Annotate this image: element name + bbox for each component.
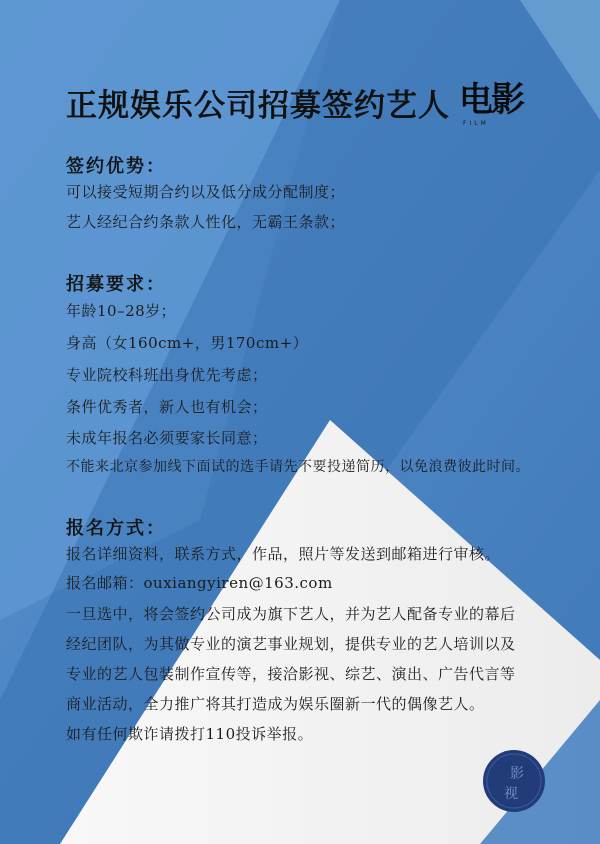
requirement-line: 未成年报名必须要家长同意；	[66, 429, 268, 447]
logo-text: 电影	[459, 80, 523, 120]
signup-line: 报名详细资料，联系方式，作品，照片等发送到邮箱进行审核。	[66, 545, 501, 563]
section-heading-advantages: 签约优势：	[66, 156, 166, 177]
poster-title: 正规娱乐公司招募签约艺人	[66, 88, 450, 124]
seal-char: 视	[504, 786, 518, 802]
film-logo	[459, 80, 551, 132]
signup-line: 经纪团队，为其做专业的演艺事业规划，提供专业的艺人培训以及	[66, 635, 516, 653]
requirement-line: 不能来北京参加线下面试的选手请先不要投递简历，以免浪费彼此时间。	[66, 459, 530, 475]
section-heading-requirements: 招募要求：	[66, 274, 166, 295]
seal-char: 影	[510, 766, 524, 782]
seal-stamp	[481, 748, 547, 814]
requirement-line: 年龄10–28岁；	[66, 302, 177, 320]
signup-line: 如有任何欺诈请拨打110投诉举报。	[66, 725, 314, 743]
advantage-line: 可以接受短期合约以及低分成分配制度；	[66, 183, 346, 201]
requirement-line: 身高（女160cm+，男170cm+）	[66, 334, 309, 352]
requirement-line: 专业院校科班出身优先考虑；	[66, 366, 268, 384]
advantage-line: 艺人经纪合约条款人性化，无霸王条款；	[66, 213, 346, 231]
signup-email-line: 报名邮箱：ouxiangyiren@163.com	[66, 574, 333, 592]
signup-line: 一旦选中，将会签约公司成为旗下艺人，并为艺人配备专业的幕后	[66, 605, 516, 623]
requirement-line: 条件优秀者，新人也有机会；	[66, 398, 268, 416]
section-heading-signup: 报名方式：	[66, 518, 166, 539]
signup-line: 专业的艺人包装制作宣传等，接洽影视、综艺、演出、广告代言等	[66, 665, 516, 683]
signup-line: 商业活动，全力推广将其打造成为娱乐圈新一代的偶像艺人。	[66, 695, 485, 713]
logo-subtext: FILM	[463, 120, 489, 127]
